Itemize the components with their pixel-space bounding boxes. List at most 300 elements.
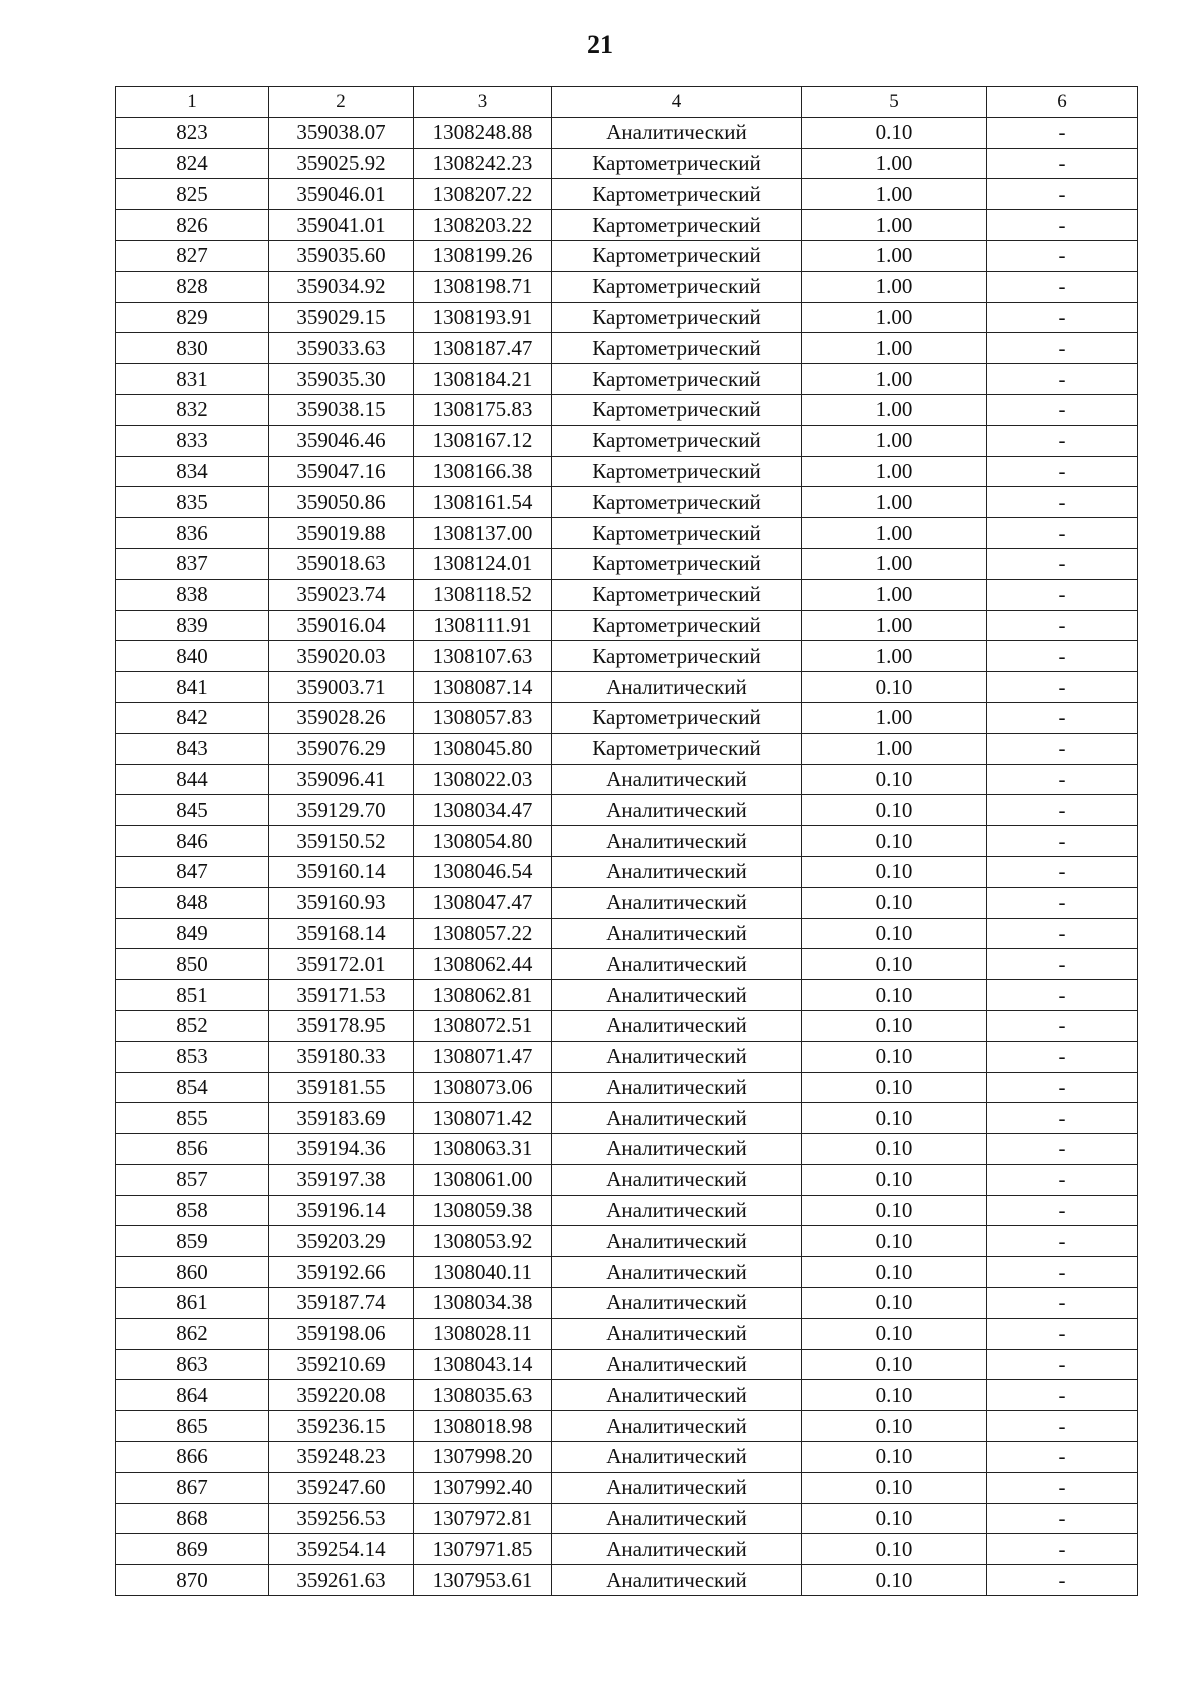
- y-coordinate-cell: 1308053.92: [414, 1226, 552, 1257]
- point-number-cell: 857: [116, 1164, 269, 1195]
- table-row: [116, 1442, 1138, 1473]
- description-cell: -: [987, 826, 1138, 857]
- method-cell: Аналитический: [552, 1534, 802, 1565]
- point-number-cell: 840: [116, 641, 269, 672]
- y-coordinate-cell: 1308071.47: [414, 1041, 552, 1072]
- y-coordinate-cell: 1308022.03: [414, 764, 552, 795]
- method-cell: Аналитический: [552, 1041, 802, 1072]
- y-coordinate-cell: 1308059.38: [414, 1195, 552, 1226]
- table-row: [116, 887, 1138, 918]
- x-coordinate-cell: 359160.14: [269, 856, 414, 887]
- x-coordinate-cell: 359023.74: [269, 579, 414, 610]
- description-cell: -: [987, 179, 1138, 210]
- table-row: [116, 1041, 1138, 1072]
- table-row: [116, 1257, 1138, 1288]
- description-cell: -: [987, 271, 1138, 302]
- accuracy-cell: 1.00: [802, 641, 987, 672]
- method-cell: Аналитический: [552, 117, 802, 148]
- x-coordinate-cell: 359180.33: [269, 1041, 414, 1072]
- table-row: [116, 856, 1138, 887]
- description-cell: -: [987, 1041, 1138, 1072]
- x-coordinate-cell: 359020.03: [269, 641, 414, 672]
- accuracy-cell: 0.10: [802, 887, 987, 918]
- y-coordinate-cell: 1308034.47: [414, 795, 552, 826]
- method-cell: Аналитический: [552, 1503, 802, 1534]
- accuracy-cell: 1.00: [802, 364, 987, 395]
- description-cell: -: [987, 333, 1138, 364]
- y-coordinate-cell: 1308045.80: [414, 733, 552, 764]
- column-header: 6: [987, 87, 1138, 118]
- accuracy-cell: 0.10: [802, 1318, 987, 1349]
- description-cell: -: [987, 302, 1138, 333]
- x-coordinate-cell: 359019.88: [269, 518, 414, 549]
- accuracy-cell: 1.00: [802, 302, 987, 333]
- description-cell: -: [987, 1195, 1138, 1226]
- accuracy-cell: 0.10: [802, 1442, 987, 1473]
- accuracy-cell: 1.00: [802, 518, 987, 549]
- accuracy-cell: 0.10: [802, 1103, 987, 1134]
- method-cell: Аналитический: [552, 1257, 802, 1288]
- table-row: [116, 210, 1138, 241]
- accuracy-cell: 1.00: [802, 240, 987, 271]
- point-number-cell: 831: [116, 364, 269, 395]
- description-cell: -: [987, 980, 1138, 1011]
- accuracy-cell: 1.00: [802, 610, 987, 641]
- table-row: [116, 333, 1138, 364]
- description-cell: -: [987, 148, 1138, 179]
- description-cell: -: [987, 764, 1138, 795]
- accuracy-cell: 0.10: [802, 117, 987, 148]
- x-coordinate-cell: 359033.63: [269, 333, 414, 364]
- method-cell: Картометрический: [552, 702, 802, 733]
- x-coordinate-cell: 359256.53: [269, 1503, 414, 1534]
- table-row: [116, 1565, 1138, 1596]
- table-row: [116, 641, 1138, 672]
- method-cell: Аналитический: [552, 1565, 802, 1596]
- method-cell: Картометрический: [552, 333, 802, 364]
- y-coordinate-cell: 1308137.00: [414, 518, 552, 549]
- description-cell: -: [987, 1257, 1138, 1288]
- table-row: [116, 1226, 1138, 1257]
- method-cell: Картометрический: [552, 487, 802, 518]
- y-coordinate-cell: 1308107.63: [414, 641, 552, 672]
- x-coordinate-cell: 359035.60: [269, 240, 414, 271]
- y-coordinate-cell: 1308047.47: [414, 887, 552, 918]
- table-row: [116, 240, 1138, 271]
- method-cell: Аналитический: [552, 1164, 802, 1195]
- description-cell: -: [987, 1442, 1138, 1473]
- point-number-cell: 828: [116, 271, 269, 302]
- table-row: [116, 271, 1138, 302]
- point-number-cell: 841: [116, 672, 269, 703]
- accuracy-cell: 1.00: [802, 548, 987, 579]
- x-coordinate-cell: 359187.74: [269, 1288, 414, 1319]
- method-cell: Картометрический: [552, 579, 802, 610]
- point-number-cell: 870: [116, 1565, 269, 1596]
- description-cell: -: [987, 1010, 1138, 1041]
- description-cell: -: [987, 1380, 1138, 1411]
- method-cell: Аналитический: [552, 949, 802, 980]
- table-row: [116, 179, 1138, 210]
- table-row: [116, 487, 1138, 518]
- accuracy-cell: 1.00: [802, 210, 987, 241]
- description-cell: -: [987, 733, 1138, 764]
- table-row: [116, 980, 1138, 1011]
- x-coordinate-cell: 359150.52: [269, 826, 414, 857]
- method-cell: Аналитический: [552, 1103, 802, 1134]
- y-coordinate-cell: 1308124.01: [414, 548, 552, 579]
- x-coordinate-cell: 359254.14: [269, 1534, 414, 1565]
- accuracy-cell: 0.10: [802, 1226, 987, 1257]
- description-cell: -: [987, 1288, 1138, 1319]
- description-cell: -: [987, 1072, 1138, 1103]
- method-cell: Аналитический: [552, 980, 802, 1011]
- y-coordinate-cell: 1308057.22: [414, 918, 552, 949]
- x-coordinate-cell: 359220.08: [269, 1380, 414, 1411]
- y-coordinate-cell: 1308063.31: [414, 1134, 552, 1165]
- x-coordinate-cell: 359198.06: [269, 1318, 414, 1349]
- accuracy-cell: 0.10: [802, 980, 987, 1011]
- x-coordinate-cell: 359183.69: [269, 1103, 414, 1134]
- column-header: 1: [116, 87, 269, 118]
- method-cell: Картометрический: [552, 548, 802, 579]
- point-number-cell: 868: [116, 1503, 269, 1534]
- table-row: [116, 518, 1138, 549]
- description-cell: -: [987, 117, 1138, 148]
- point-number-cell: 869: [116, 1534, 269, 1565]
- x-coordinate-cell: 359041.01: [269, 210, 414, 241]
- point-number-cell: 848: [116, 887, 269, 918]
- method-cell: Аналитический: [552, 1318, 802, 1349]
- point-number-cell: 854: [116, 1072, 269, 1103]
- x-coordinate-cell: 359247.60: [269, 1472, 414, 1503]
- method-cell: Аналитический: [552, 1195, 802, 1226]
- description-cell: -: [987, 1103, 1138, 1134]
- table-row: [116, 764, 1138, 795]
- column-header: 2: [269, 87, 414, 118]
- table-row: [116, 148, 1138, 179]
- point-number-cell: 846: [116, 826, 269, 857]
- table-row: [116, 394, 1138, 425]
- coordinates-table: [115, 86, 1138, 1596]
- table-row: [116, 364, 1138, 395]
- y-coordinate-cell: 1308248.88: [414, 117, 552, 148]
- x-coordinate-cell: 359210.69: [269, 1349, 414, 1380]
- method-cell: Картометрический: [552, 394, 802, 425]
- x-coordinate-cell: 359016.04: [269, 610, 414, 641]
- method-cell: Картометрический: [552, 210, 802, 241]
- table-row: [116, 702, 1138, 733]
- method-cell: Аналитический: [552, 887, 802, 918]
- point-number-cell: 843: [116, 733, 269, 764]
- point-number-cell: 863: [116, 1349, 269, 1380]
- method-cell: Аналитический: [552, 795, 802, 826]
- method-cell: Аналитический: [552, 672, 802, 703]
- table-row: [116, 672, 1138, 703]
- description-cell: -: [987, 672, 1138, 703]
- method-cell: Картометрический: [552, 148, 802, 179]
- point-number-cell: 861: [116, 1288, 269, 1319]
- x-coordinate-cell: 359194.36: [269, 1134, 414, 1165]
- x-coordinate-cell: 359025.92: [269, 148, 414, 179]
- y-coordinate-cell: 1308034.38: [414, 1288, 552, 1319]
- y-coordinate-cell: 1308242.23: [414, 148, 552, 179]
- y-coordinate-cell: 1308062.81: [414, 980, 552, 1011]
- accuracy-cell: 1.00: [802, 148, 987, 179]
- description-cell: -: [987, 1226, 1138, 1257]
- table-row: [116, 1134, 1138, 1165]
- x-coordinate-cell: 359203.29: [269, 1226, 414, 1257]
- table-row: [116, 918, 1138, 949]
- table-row: [116, 826, 1138, 857]
- point-number-cell: 851: [116, 980, 269, 1011]
- description-cell: -: [987, 795, 1138, 826]
- x-coordinate-cell: 359038.07: [269, 117, 414, 148]
- method-cell: Аналитический: [552, 1349, 802, 1380]
- accuracy-cell: 0.10: [802, 1534, 987, 1565]
- accuracy-cell: 0.10: [802, 856, 987, 887]
- table-row: [116, 1318, 1138, 1349]
- table-row: [116, 610, 1138, 641]
- accuracy-cell: 0.10: [802, 1565, 987, 1596]
- description-cell: -: [987, 949, 1138, 980]
- method-cell: Картометрический: [552, 179, 802, 210]
- accuracy-cell: 0.10: [802, 1164, 987, 1195]
- method-cell: Аналитический: [552, 1134, 802, 1165]
- y-coordinate-cell: 1308073.06: [414, 1072, 552, 1103]
- accuracy-cell: 0.10: [802, 1288, 987, 1319]
- accuracy-cell: 1.00: [802, 425, 987, 456]
- y-coordinate-cell: 1307998.20: [414, 1442, 552, 1473]
- method-cell: Картометрический: [552, 610, 802, 641]
- point-number-cell: 866: [116, 1442, 269, 1473]
- y-coordinate-cell: 1308175.83: [414, 394, 552, 425]
- point-number-cell: 837: [116, 548, 269, 579]
- description-cell: -: [987, 641, 1138, 672]
- table-row: [116, 117, 1138, 148]
- point-number-cell: 825: [116, 179, 269, 210]
- table-header: [116, 87, 1138, 118]
- accuracy-cell: 0.10: [802, 1010, 987, 1041]
- table-row: [116, 1349, 1138, 1380]
- point-number-cell: 849: [116, 918, 269, 949]
- y-coordinate-cell: 1308118.52: [414, 579, 552, 610]
- method-cell: Картометрический: [552, 240, 802, 271]
- point-number-cell: 838: [116, 579, 269, 610]
- x-coordinate-cell: 359029.15: [269, 302, 414, 333]
- point-number-cell: 842: [116, 702, 269, 733]
- accuracy-cell: 0.10: [802, 795, 987, 826]
- description-cell: -: [987, 364, 1138, 395]
- accuracy-cell: 0.10: [802, 826, 987, 857]
- x-coordinate-cell: 359038.15: [269, 394, 414, 425]
- accuracy-cell: 0.10: [802, 1349, 987, 1380]
- x-coordinate-cell: 359172.01: [269, 949, 414, 980]
- y-coordinate-cell: 1307992.40: [414, 1472, 552, 1503]
- method-cell: Картометрический: [552, 302, 802, 333]
- x-coordinate-cell: 359236.15: [269, 1411, 414, 1442]
- method-cell: Аналитический: [552, 1288, 802, 1319]
- point-number-cell: 852: [116, 1010, 269, 1041]
- y-coordinate-cell: 1308046.54: [414, 856, 552, 887]
- x-coordinate-cell: 359261.63: [269, 1565, 414, 1596]
- accuracy-cell: 0.10: [802, 1472, 987, 1503]
- x-coordinate-cell: 359035.30: [269, 364, 414, 395]
- method-cell: Аналитический: [552, 1411, 802, 1442]
- point-number-cell: 839: [116, 610, 269, 641]
- table-row: [116, 579, 1138, 610]
- x-coordinate-cell: 359171.53: [269, 980, 414, 1011]
- point-number-cell: 844: [116, 764, 269, 795]
- accuracy-cell: 0.10: [802, 1041, 987, 1072]
- accuracy-cell: 0.10: [802, 1195, 987, 1226]
- table-row: [116, 425, 1138, 456]
- point-number-cell: 855: [116, 1103, 269, 1134]
- point-number-cell: 845: [116, 795, 269, 826]
- x-coordinate-cell: 359046.01: [269, 179, 414, 210]
- description-cell: -: [987, 394, 1138, 425]
- description-cell: -: [987, 1134, 1138, 1165]
- table-body: [116, 117, 1138, 1595]
- y-coordinate-cell: 1308199.26: [414, 240, 552, 271]
- y-coordinate-cell: 1308040.11: [414, 1257, 552, 1288]
- y-coordinate-cell: 1307972.81: [414, 1503, 552, 1534]
- description-cell: -: [987, 1349, 1138, 1380]
- y-coordinate-cell: 1308161.54: [414, 487, 552, 518]
- point-number-cell: 832: [116, 394, 269, 425]
- column-header: 3: [414, 87, 552, 118]
- accuracy-cell: 0.10: [802, 918, 987, 949]
- table-row: [116, 733, 1138, 764]
- accuracy-cell: 1.00: [802, 271, 987, 302]
- table-row: [116, 949, 1138, 980]
- description-cell: -: [987, 579, 1138, 610]
- point-number-cell: 853: [116, 1041, 269, 1072]
- x-coordinate-cell: 359197.38: [269, 1164, 414, 1195]
- y-coordinate-cell: 1308028.11: [414, 1318, 552, 1349]
- table-row: [116, 1472, 1138, 1503]
- method-cell: Аналитический: [552, 764, 802, 795]
- header-row: [116, 87, 1138, 118]
- x-coordinate-cell: 359046.46: [269, 425, 414, 456]
- x-coordinate-cell: 359050.86: [269, 487, 414, 518]
- point-number-cell: 827: [116, 240, 269, 271]
- x-coordinate-cell: 359129.70: [269, 795, 414, 826]
- accuracy-cell: 1.00: [802, 179, 987, 210]
- description-cell: -: [987, 1565, 1138, 1596]
- y-coordinate-cell: 1308198.71: [414, 271, 552, 302]
- x-coordinate-cell: 359178.95: [269, 1010, 414, 1041]
- y-coordinate-cell: 1308166.38: [414, 456, 552, 487]
- point-number-cell: 856: [116, 1134, 269, 1165]
- y-coordinate-cell: 1307971.85: [414, 1534, 552, 1565]
- y-coordinate-cell: 1307953.61: [414, 1565, 552, 1596]
- table-row: [116, 1072, 1138, 1103]
- method-cell: Аналитический: [552, 1010, 802, 1041]
- description-cell: -: [987, 548, 1138, 579]
- method-cell: Аналитический: [552, 918, 802, 949]
- point-number-cell: 862: [116, 1318, 269, 1349]
- table-row: [116, 1503, 1138, 1534]
- point-number-cell: 847: [116, 856, 269, 887]
- y-coordinate-cell: 1308018.98: [414, 1411, 552, 1442]
- description-cell: -: [987, 918, 1138, 949]
- point-number-cell: 867: [116, 1472, 269, 1503]
- method-cell: Картометрический: [552, 271, 802, 302]
- accuracy-cell: 0.10: [802, 1134, 987, 1165]
- method-cell: Картометрический: [552, 456, 802, 487]
- description-cell: -: [987, 1318, 1138, 1349]
- method-cell: Картометрический: [552, 641, 802, 672]
- y-coordinate-cell: 1308184.21: [414, 364, 552, 395]
- accuracy-cell: 0.10: [802, 672, 987, 703]
- description-cell: -: [987, 1472, 1138, 1503]
- point-number-cell: 830: [116, 333, 269, 364]
- column-header: 5: [802, 87, 987, 118]
- y-coordinate-cell: 1308062.44: [414, 949, 552, 980]
- description-cell: -: [987, 1534, 1138, 1565]
- table-row: [116, 1380, 1138, 1411]
- point-number-cell: 865: [116, 1411, 269, 1442]
- accuracy-cell: 0.10: [802, 1072, 987, 1103]
- table-row: [116, 1164, 1138, 1195]
- method-cell: Аналитический: [552, 1442, 802, 1473]
- column-header: 4: [552, 87, 802, 118]
- accuracy-cell: 1.00: [802, 456, 987, 487]
- method-cell: Картометрический: [552, 364, 802, 395]
- table-row: [116, 456, 1138, 487]
- description-cell: -: [987, 487, 1138, 518]
- accuracy-cell: 1.00: [802, 702, 987, 733]
- table-row: [116, 1288, 1138, 1319]
- y-coordinate-cell: 1308111.91: [414, 610, 552, 641]
- x-coordinate-cell: 359192.66: [269, 1257, 414, 1288]
- x-coordinate-cell: 359196.14: [269, 1195, 414, 1226]
- y-coordinate-cell: 1308054.80: [414, 826, 552, 857]
- description-cell: -: [987, 887, 1138, 918]
- method-cell: Картометрический: [552, 733, 802, 764]
- accuracy-cell: 1.00: [802, 487, 987, 518]
- y-coordinate-cell: 1308207.22: [414, 179, 552, 210]
- accuracy-cell: 1.00: [802, 579, 987, 610]
- description-cell: -: [987, 1164, 1138, 1195]
- method-cell: Картометрический: [552, 518, 802, 549]
- point-number-cell: 829: [116, 302, 269, 333]
- point-number-cell: 824: [116, 148, 269, 179]
- method-cell: Аналитический: [552, 1072, 802, 1103]
- method-cell: Аналитический: [552, 1226, 802, 1257]
- x-coordinate-cell: 359160.93: [269, 887, 414, 918]
- x-coordinate-cell: 359028.26: [269, 702, 414, 733]
- description-cell: -: [987, 610, 1138, 641]
- accuracy-cell: 0.10: [802, 764, 987, 795]
- accuracy-cell: 0.10: [802, 1380, 987, 1411]
- accuracy-cell: 1.00: [802, 394, 987, 425]
- description-cell: -: [987, 1503, 1138, 1534]
- x-coordinate-cell: 359047.16: [269, 456, 414, 487]
- y-coordinate-cell: 1308203.22: [414, 210, 552, 241]
- description-cell: -: [987, 1411, 1138, 1442]
- x-coordinate-cell: 359003.71: [269, 672, 414, 703]
- accuracy-cell: 0.10: [802, 1257, 987, 1288]
- description-cell: -: [987, 702, 1138, 733]
- y-coordinate-cell: 1308193.91: [414, 302, 552, 333]
- y-coordinate-cell: 1308043.14: [414, 1349, 552, 1380]
- y-coordinate-cell: 1308187.47: [414, 333, 552, 364]
- method-cell: Аналитический: [552, 1380, 802, 1411]
- table-row: [116, 795, 1138, 826]
- x-coordinate-cell: 359168.14: [269, 918, 414, 949]
